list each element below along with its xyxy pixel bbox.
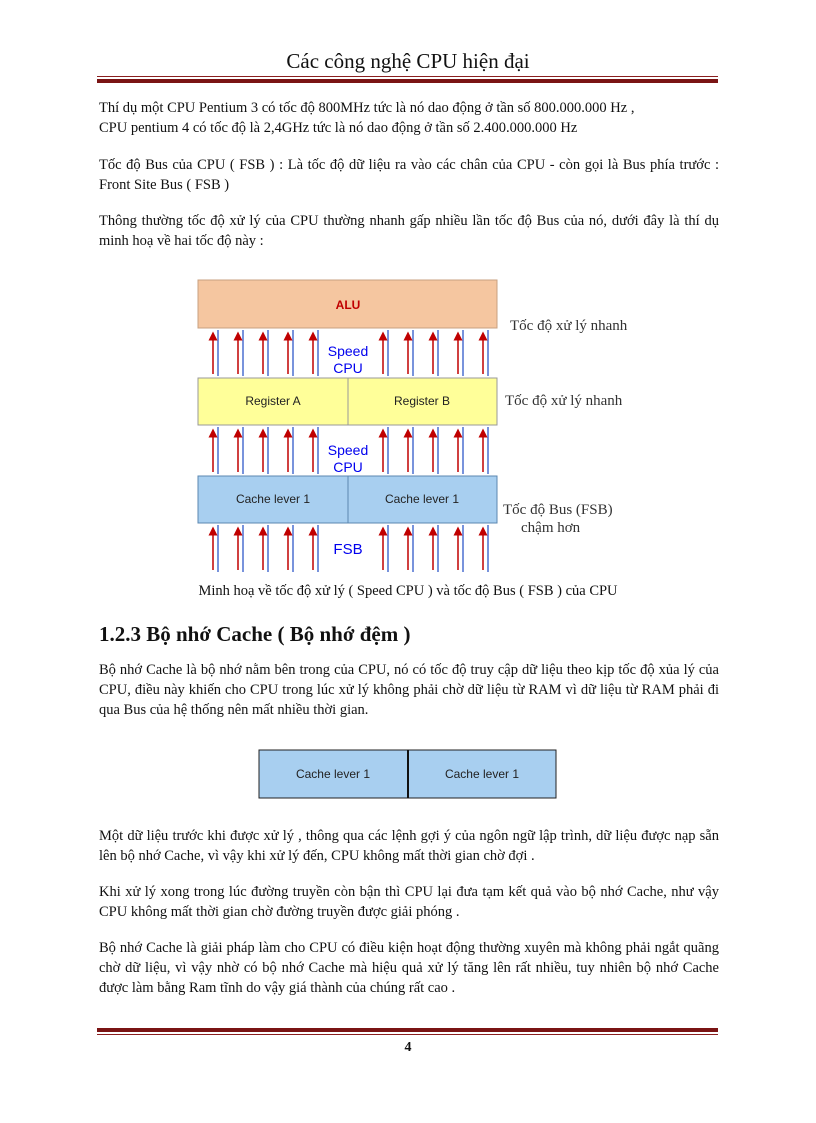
register-b-label: Register B (393, 394, 451, 408)
paragraph-line: CPU pentium 4 có tốc độ là 2,4GHz tức là nó dao động ở tần số 2.400.000.000 Hz (99, 120, 578, 136)
speed-cpu-label: CPU (333, 360, 363, 376)
side-label-fast-alu: Tốc độ xử lý nhanh (510, 318, 628, 334)
side-label-bus-slow: chậm hơn (521, 520, 581, 536)
footer-rule (97, 1028, 718, 1035)
fsb-label: FSB (333, 541, 363, 558)
figure-caption: Minh hoạ về tốc độ xử lý ( Speed CPU ) và tốc độ Bus ( FSB ) của CPU (198, 583, 618, 599)
page-number: 4 (404, 1040, 412, 1055)
cache-right-label: Cache lever 1 (444, 767, 520, 781)
alu-label: ALU (335, 298, 361, 312)
paragraph-prefetch: Một dữ liệu trước khi được xử lý , thông qua các lệnh gợi ý của ngôn ngữ lập trình, dữ liệu được nạp sẵn lên bộ nhớ Cache, vì vậy khi xử lý đến, CPU không mất thời gian chờ đợi . (99, 828, 719, 864)
paragraph-line: Thí dụ một CPU Pentium 3 có tốc độ 800MHz tức là nó dao động ở tần số 800.000.000 Hz , (99, 100, 635, 116)
register-a-label: Register A (245, 394, 301, 408)
speed-cpu-label: Speed (327, 442, 369, 458)
section-heading: 1.2.3 Bộ nhớ Cache ( Bộ nhớ đệm ) (99, 622, 411, 646)
speed-cpu-label: Speed (327, 343, 369, 359)
paragraph-cache-intro: Bộ nhớ Cache là bộ nhớ nằm bên trong của CPU, nó có tốc độ truy cập dữ liệu theo kịp tốc độ xủa lý của CPU, điều này khiến cho CPU trong lúc xử lý không phải chờ dữ liệu từ RAM vì dữ liệu từ RAM phải đi qua Bus của hệ thống nên mất nhiều thời gian. (99, 662, 719, 718)
side-label-bus: Tốc độ Bus (FSB) (503, 502, 613, 518)
side-label-fast-register: Tốc độ xử lý nhanh (505, 393, 623, 409)
paragraph-writeback: Khi xử lý xong trong lúc đường truyền còn bận thì CPU lại đưa tạm kết quả vào bộ nhớ Cache, như vậy CPU không mất thời gian chờ đường truyền được giải phóng . (99, 884, 719, 920)
page-header-title: Các công nghệ CPU hiện đại (286, 49, 530, 73)
cache-right-label: Cache lever 1 (384, 492, 460, 506)
cache-left-label: Cache lever 1 (235, 492, 311, 506)
speed-cpu-label: CPU (333, 459, 363, 475)
paragraph-cache-conclusion: Bộ nhớ Cache là giải pháp làm cho CPU có điều kiện hoạt động thường xuyên mà không phải ngắt quãng chờ dữ liệu, vì vậy nhờ có bộ nhớ Cache mà hiệu quả xử lý tăng lên rất nhiều, tuy nhiên bộ nhớ Cache được làm bằng Ram tĩnh do vậy giá thành của chúng rất cao . (99, 940, 719, 996)
paragraph-fsb: Tốc độ Bus của CPU ( FSB ) : Là tốc độ dữ liệu ra vào các chân của CPU - còn gọi là Bus phía trước : Front Site Bus ( FSB ) (99, 157, 719, 193)
paragraph-speed-compare: Thông thường tốc độ xử lý của CPU thường nhanh gấp nhiều lần tốc độ Bus của nó, dưới đây là thí dụ minh hoạ về hai tốc độ này : (99, 213, 719, 249)
cache-left-label: Cache lever 1 (295, 767, 371, 781)
